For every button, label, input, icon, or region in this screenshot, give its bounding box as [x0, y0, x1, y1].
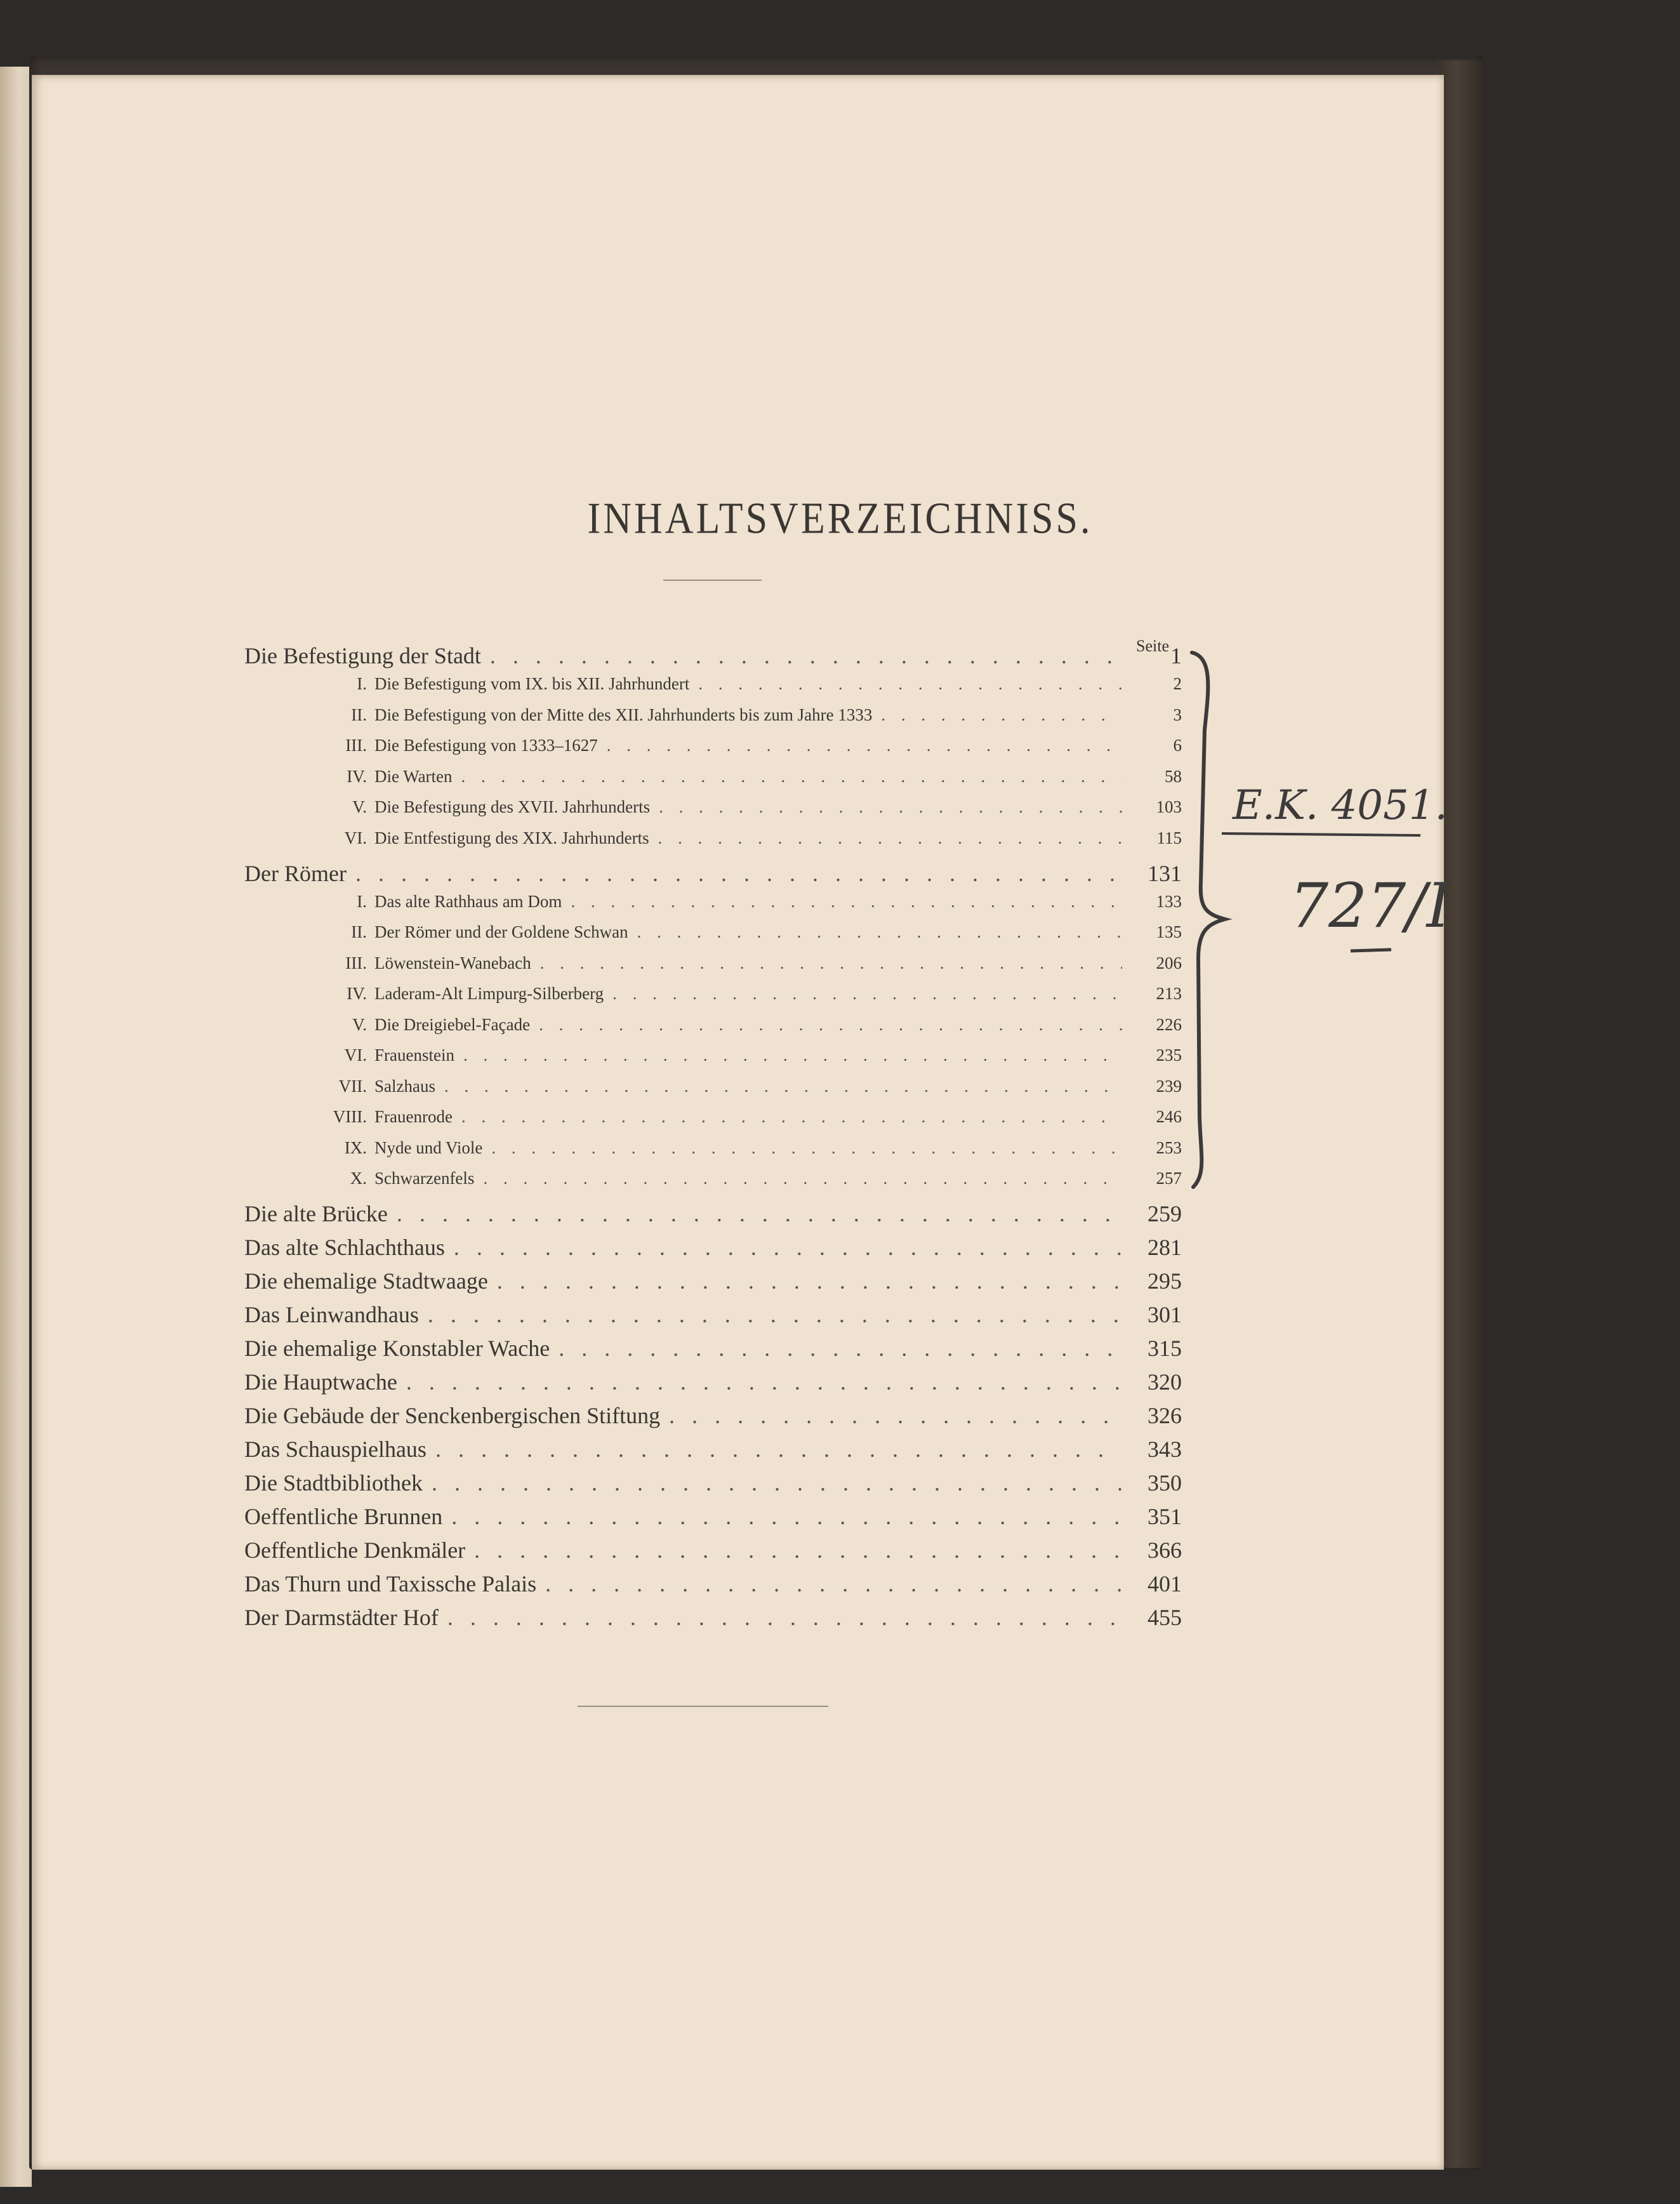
toc-entry-page-number: 253: [1156, 1138, 1182, 1157]
toc-entry-page-number: 115: [1156, 828, 1182, 847]
toc-entry: [244, 1570, 1182, 1603]
dot-leader: [881, 705, 1122, 725]
dot-leader: [612, 984, 1122, 1004]
toc-entry-page-number: 58: [1165, 766, 1182, 786]
toc-entry-number: IX.: [344, 1138, 367, 1157]
toc-entry-title: Das Thurn und Taxissche Palais: [244, 1571, 537, 1597]
toc-entry: [244, 1402, 1182, 1435]
toc-entry-title: Nyde und Viole: [374, 1138, 483, 1157]
dot-leader: [397, 1200, 1122, 1227]
dot-leader: [637, 922, 1122, 942]
toc-entry-title: Frauenstein: [374, 1046, 454, 1065]
toc-entry-page-number: 315: [1148, 1336, 1182, 1361]
dot-leader: [490, 642, 1122, 669]
toc-entry-title: Schwarzenfels: [374, 1169, 475, 1188]
toc-subentry: [298, 922, 1182, 953]
toc-subentry: [298, 1138, 1182, 1169]
toc-entry-number: X.: [350, 1169, 367, 1188]
toc-entry-page-number: 351: [1148, 1504, 1182, 1529]
dot-leader: [491, 1138, 1122, 1158]
toc-subentry: [298, 705, 1182, 736]
toc-entry-number: V.: [352, 1014, 367, 1034]
toc-entry-page-number: 226: [1156, 1014, 1182, 1034]
toc-entry: [244, 1369, 1182, 1402]
toc-entry-title: Das alte Rathhaus am Dom: [374, 891, 562, 911]
toc-entry-title: Der Darmstädter Hof: [244, 1605, 439, 1630]
toc-entry-title: Der Römer und der Goldene Schwan: [374, 922, 628, 941]
toc-subentry: [298, 1077, 1182, 1107]
dot-leader: [432, 1470, 1122, 1496]
toc-entry-number: IV.: [347, 766, 367, 786]
toc-entry-title: Das Leinwandhaus: [244, 1302, 419, 1327]
toc-entry-page-number: 343: [1148, 1437, 1182, 1462]
dot-leader: [659, 797, 1122, 817]
toc-entry-page-number: 350: [1148, 1470, 1182, 1496]
toc-subentry: [298, 674, 1182, 705]
signature-line-2: 727/I: [1290, 870, 1451, 941]
toc-entry-page-number: 2: [1173, 674, 1182, 693]
toc-entry-title: Salzhaus: [374, 1076, 435, 1096]
toc-subentry: [298, 953, 1182, 984]
toc-entry-page-number: 131: [1148, 860, 1182, 886]
signature-line-1: E.K. 4051.: [1233, 782, 1448, 829]
toc-entry-page-number: 257: [1156, 1169, 1182, 1188]
toc-entry: [244, 1234, 1182, 1267]
toc-subentry: [298, 797, 1182, 828]
toc-entry-number: II.: [351, 705, 367, 724]
toc-entry-number: III.: [345, 953, 367, 973]
toc-entry: [244, 1268, 1182, 1301]
toc-entry-page-number: 455: [1148, 1605, 1182, 1630]
dot-leader: [545, 1570, 1122, 1597]
toc-entry-number: VIII.: [333, 1107, 367, 1126]
toc-entry-title: Laderam-Alt Limpurg-Silberberg: [374, 984, 604, 1003]
dot-leader: [698, 674, 1122, 694]
toc-entry-number: II.: [351, 922, 367, 941]
dot-leader: [461, 767, 1122, 787]
dot-leader: [447, 1604, 1122, 1631]
toc-subentry: [298, 984, 1182, 1014]
toc-entry-page-number: 320: [1148, 1369, 1182, 1395]
dot-leader: [355, 860, 1122, 887]
dot-leader: [483, 1169, 1122, 1188]
toc-entry-number: III.: [345, 736, 367, 755]
toc-entry-page-number: 301: [1148, 1302, 1182, 1327]
dot-leader: [669, 1402, 1122, 1429]
toc-entry-number: IV.: [347, 984, 367, 1003]
toc-entry-number: VI.: [344, 828, 367, 847]
toc-entry-title: Oeffentliche Denkmäler: [244, 1537, 466, 1563]
toc-entry-title: Die Stadtbibliothek: [244, 1470, 423, 1496]
toc-entry: [244, 1301, 1182, 1334]
dot-leader: [406, 1369, 1122, 1395]
toc-entry-page-number: 295: [1148, 1268, 1182, 1294]
toc-entry-page-number: 259: [1148, 1201, 1182, 1226]
dot-leader: [539, 1015, 1122, 1035]
toc-entry-title: Löwenstein-Wanebach: [374, 953, 531, 973]
toc-entry-title: Die Befestigung der Stadt: [244, 643, 481, 668]
toc-entry-page-number: 366: [1148, 1537, 1182, 1563]
toc-entry-title: Oeffentliche Brunnen: [244, 1504, 443, 1529]
dot-leader: [658, 828, 1122, 848]
toc-entry-title: Die Befestigung von 1333–1627: [374, 736, 598, 755]
toc-entry-title: Die Dreigiebel-Façade: [374, 1014, 531, 1034]
toc-entry-title: Die Entfestigung des XIX. Jahrhunderts: [374, 828, 649, 847]
dot-leader: [559, 1335, 1122, 1362]
dot-leader: [474, 1537, 1122, 1563]
toc-entry: [244, 1470, 1182, 1503]
toc-entry-page-number: 326: [1148, 1403, 1182, 1428]
page-column-label: Seite: [1136, 637, 1169, 655]
toc-entry-title: Das alte Schlachthaus: [244, 1235, 445, 1260]
toc-subentry: [298, 736, 1182, 766]
toc-entry-title: Die Befestigung des XVII. Jahrhunderts: [374, 797, 651, 816]
toc-entry-number: VII.: [338, 1076, 367, 1096]
toc-entry-title: Der Römer: [244, 860, 347, 886]
toc-entry-page-number: 281: [1148, 1235, 1182, 1260]
toc-entry-title: Die Gebäude der Senckenbergischen Stiftung: [244, 1403, 661, 1428]
dot-leader: [607, 736, 1122, 755]
dot-leader: [461, 1107, 1122, 1127]
toc-entry: [244, 1436, 1182, 1469]
toc-subentry: [298, 1015, 1182, 1046]
dot-leader: [435, 1436, 1122, 1463]
toc-entry-title: Die Warten: [374, 766, 453, 786]
toc-entry-page-number: 246: [1156, 1107, 1182, 1126]
toc-entry-title: Die Befestigung von der Mitte des XII. Jahrhunderts bis zum Jahre 1333: [374, 705, 873, 724]
dot-leader: [428, 1301, 1122, 1328]
dot-leader: [497, 1268, 1122, 1294]
dot-leader: [540, 953, 1122, 973]
toc-entry-number: V.: [352, 797, 367, 816]
closing-rule: [578, 1706, 828, 1707]
toc-subentry: [298, 1169, 1182, 1199]
toc-entry-page-number: 1: [1170, 643, 1182, 668]
toc-entry-page-number: 133: [1156, 891, 1182, 911]
toc-entry: [244, 1200, 1182, 1233]
toc-entry-number: I.: [357, 891, 367, 911]
toc-entry-page-number: 6: [1173, 736, 1182, 755]
toc-entry: [244, 642, 1182, 675]
toc-entry-page-number: 135: [1156, 922, 1182, 941]
toc-subentry: [298, 892, 1182, 922]
toc-entry-title: Die alte Brücke: [244, 1201, 388, 1226]
toc-entry-page-number: 235: [1156, 1046, 1182, 1065]
toc-entry-title: Die ehemalige Stadtwaage: [244, 1268, 488, 1294]
toc-entry-page-number: 3: [1173, 705, 1182, 724]
toc-entry-page-number: 239: [1156, 1076, 1182, 1096]
toc-entry: [244, 1335, 1182, 1368]
toc-entry-title: Frauenrode: [374, 1107, 453, 1126]
dot-leader: [571, 892, 1122, 912]
toc-entry: [244, 1604, 1182, 1637]
dot-leader: [463, 1046, 1122, 1065]
toc-entry-page-number: 103: [1156, 797, 1182, 816]
toc-entry-number: I.: [357, 674, 367, 693]
toc-entry-page-number: 213: [1156, 984, 1182, 1003]
toc-entry-page-number: 401: [1148, 1571, 1182, 1597]
toc-entry: [244, 1503, 1182, 1536]
dot-leader: [454, 1234, 1122, 1261]
toc-subentry: [298, 767, 1182, 797]
dot-leader: [451, 1503, 1122, 1530]
toc-entry-page-number: 206: [1156, 953, 1182, 973]
dot-leader: [444, 1077, 1122, 1096]
toc-subentry: [298, 828, 1182, 859]
toc-entry-title: Die Befestigung vom IX. bis XII. Jahrhundert: [374, 674, 690, 693]
toc-entry-number: VI.: [344, 1046, 367, 1065]
toc-subentry: [298, 1046, 1182, 1076]
toc-entry-title: Die ehemalige Konstabler Wache: [244, 1336, 550, 1361]
toc-entry: [244, 1537, 1182, 1570]
toc-entry: [244, 860, 1182, 893]
toc-entry-title: Die Hauptwache: [244, 1369, 397, 1395]
toc-heading: INHALTSVERZEICHNISS.: [587, 495, 1093, 543]
toc-entry-title: Das Schauspielhaus: [244, 1437, 427, 1462]
toc-subentry: [298, 1107, 1182, 1138]
